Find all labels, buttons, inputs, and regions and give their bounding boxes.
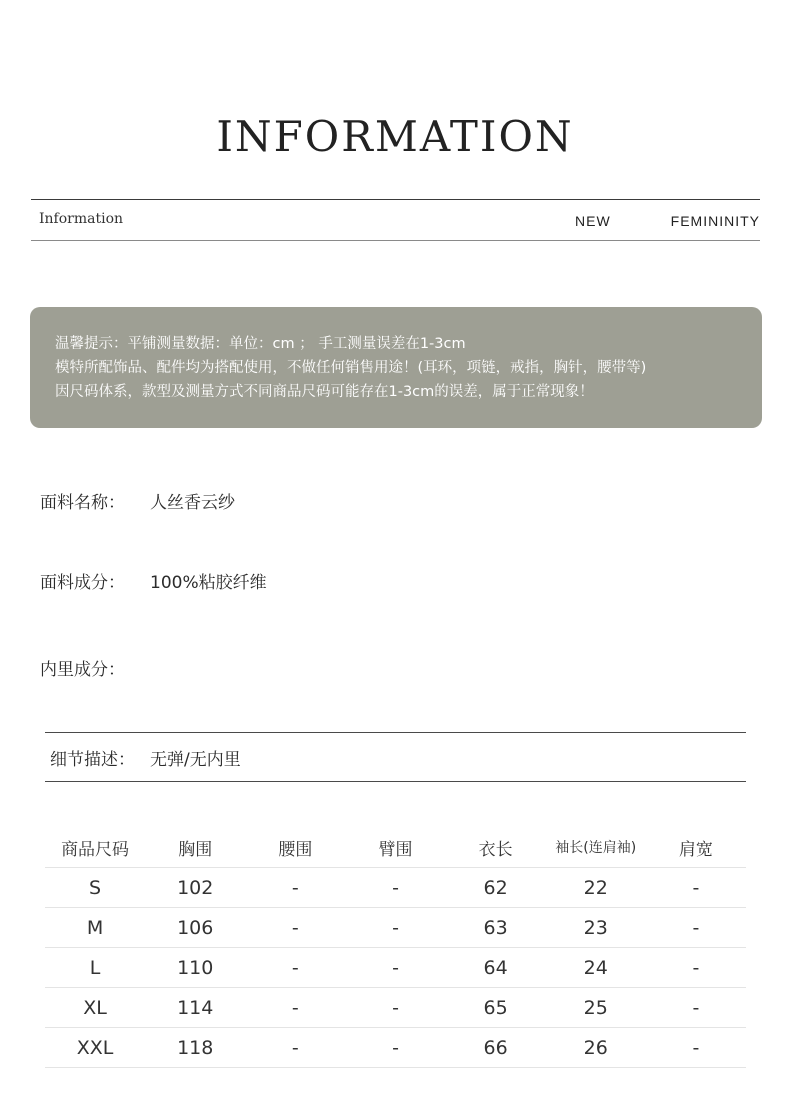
table-cell: -: [646, 1028, 746, 1068]
table-cell: XL: [45, 988, 145, 1028]
detail-value: 无弹/无内里: [150, 750, 241, 770]
table-cell: -: [345, 988, 445, 1028]
table-cell: -: [646, 868, 746, 908]
fabric-name-label: 面料名称：: [40, 493, 125, 513]
size-table: [45, 827, 746, 1068]
table-cell: 110: [145, 948, 245, 988]
table-cell: 23: [546, 908, 646, 948]
table-cell: -: [245, 988, 345, 1028]
table-cell: L: [45, 948, 145, 988]
table-cell: -: [245, 948, 345, 988]
table-cell: -: [345, 1028, 445, 1068]
table-cell: -: [245, 908, 345, 948]
table-row: [45, 948, 746, 988]
header-cell: 胸围: [178, 839, 213, 860]
fabric-name-row: [40, 488, 235, 513]
table-cell: 26: [546, 1028, 646, 1068]
lining-label: 内里成分：: [40, 660, 125, 680]
subheader-new: NEW: [575, 213, 611, 229]
page-title: INFORMATION: [216, 112, 574, 161]
header-cell: 臂围: [378, 839, 413, 860]
table-cell: 64: [446, 948, 546, 988]
table-row: [45, 908, 746, 948]
subheader-information: Information: [39, 211, 124, 227]
table-cell: 25: [546, 988, 646, 1028]
fabric-composition-row: [40, 568, 267, 593]
table-cell: -: [646, 908, 746, 948]
table-cell: 63: [446, 908, 546, 948]
header-cell: 袖长(连肩袖): [555, 840, 637, 856]
header-cell: 衣长: [478, 839, 513, 860]
header-cell: 肩宽: [678, 839, 713, 860]
table-cell: XXL: [45, 1028, 145, 1068]
table-cell: -: [646, 988, 746, 1028]
fabric-composition-value: 100%粘胶纤维: [150, 573, 267, 593]
table-cell: M: [45, 908, 145, 948]
detail-label: 细节描述：: [50, 750, 135, 770]
header-cell: 腰围: [278, 839, 313, 860]
notice-box: [30, 307, 762, 428]
table-cell: S: [45, 868, 145, 908]
detail-description-row: [45, 732, 746, 782]
notice-line: 温馨提示：平铺测量数据：单位：cm ； 手工测量误差在1-3cm: [55, 336, 466, 352]
table-cell: -: [245, 868, 345, 908]
notice-line: 因尺码体系，款型及测量方式不同商品尺码可能存在1-3cm的误差，属于正常现象！: [55, 384, 594, 400]
table-cell: 106: [145, 908, 245, 948]
table-cell: 65: [446, 988, 546, 1028]
table-cell: -: [345, 908, 445, 948]
table-cell: 66: [446, 1028, 546, 1068]
table-cell: 22: [546, 868, 646, 908]
table-cell: 118: [145, 1028, 245, 1068]
table-cell: -: [245, 1028, 345, 1068]
table-cell: -: [345, 868, 445, 908]
table-row: [45, 1028, 746, 1068]
table-cell: 24: [546, 948, 646, 988]
lining-row: [40, 655, 150, 680]
notice-line: 模特所配饰品、配件均为搭配使用，不做任何销售用途！(耳环，项链，戒指，胸针，腰带等): [55, 360, 647, 376]
fabric-name-value: 人丝香云纱: [150, 493, 235, 513]
size-table-header: [45, 827, 746, 868]
fabric-composition-label: 面料成分：: [40, 573, 125, 593]
header-cell: 商品尺码: [61, 839, 130, 860]
table-cell: 62: [446, 868, 546, 908]
table-row: [45, 868, 746, 908]
subheader-femininity: FEMININITY: [670, 213, 760, 229]
subheader-bar: [31, 199, 760, 241]
table-cell: -: [646, 948, 746, 988]
table-cell: 114: [145, 988, 245, 1028]
table-row: [45, 988, 746, 1028]
table-cell: 102: [145, 868, 245, 908]
table-cell: -: [345, 948, 445, 988]
